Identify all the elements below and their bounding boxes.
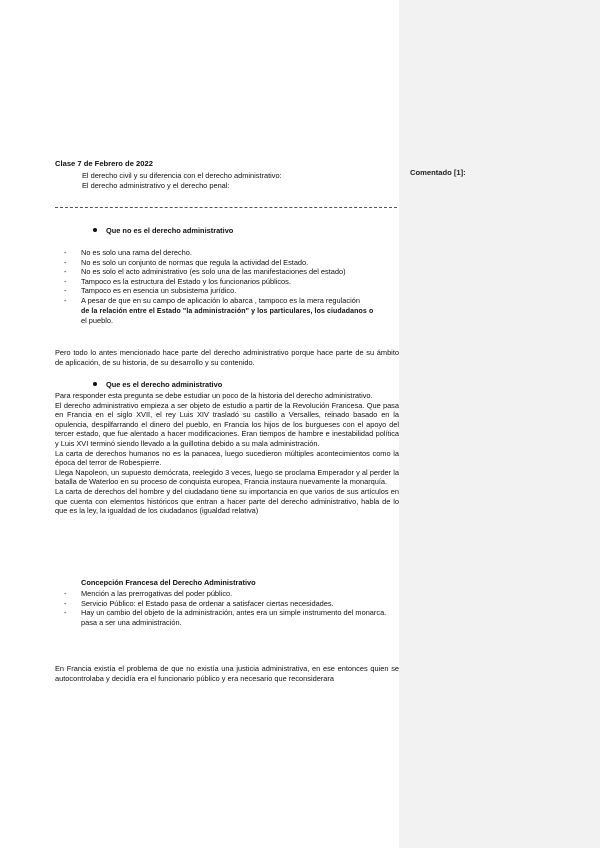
paragraph: Llega Napoleon, un supuesto demócrata, reelegido 3 veces, luego se proclama Emperador y al perder la batalla de Waterloo en su proceso de conquista europea, Francia instaura nuevamente la monarquía. — [55, 467, 399, 487]
doc-title: Clase 7 de Febrero de 2022 — [55, 159, 153, 168]
final-paragraph: En Francia existía el problema de que no existía una justicia administrativa, en ese entonces quien se autocontrolaba y decidía era el funcionario público y era necesario que reconsiderara — [55, 664, 399, 683]
paragraph: El derecho administrativo empieza a ser objeto de estudio a partir de la Revolución Francesa. Que pasa en Francia en el siglo XVII, el rey Luis XIV trasladó su castillo a Versalles, reinado basado en la opulencia, despilfarrando el dinero del pueblo, en Francia los hijos de los burgueses con el apoyo del tercer estado, que fue alentado a hacer modificaciones. Eran tiempos de hambre e inestabilidad política y Luis XVI terminó siendo llevado a la guillotina debido a su mala administración. — [55, 400, 399, 448]
list-item: - Servicio Público: el Estado pasa de ordenar a satisfacer ciertas necesidades. — [55, 599, 399, 609]
list-item: - No es solo una rama del derecho. — [55, 248, 399, 258]
comment-margin-pane — [399, 0, 600, 848]
section1-closing: Pero todo lo antes mencionado hace parte del derecho administrativo porque hace parte de su ámbito de aplicación, de su historia, de su desarrollo y su contenido. — [55, 348, 399, 367]
bullet-icon — [93, 228, 97, 232]
comment-label[interactable]: Comentado [1]: — [410, 168, 466, 177]
list-item: - Tampoco es en esencia un subsistema jurídico. — [55, 286, 399, 296]
section3-list — [55, 589, 399, 627]
list-item: - No es solo un conjunto de normas que regula la actividad del Estado. — [55, 258, 399, 268]
separator-line — [55, 207, 397, 208]
section1-heading: Que no es el derecho administrativo — [93, 226, 233, 236]
intro-line-1: El derecho civil y su diferencia con el derecho administrativo: — [82, 171, 282, 180]
paragraph: La carta de derechos humanos no es la panacea, luego sucedieron múltiples acontecimientos como la época del terror de Robespierre. — [55, 448, 399, 468]
bullet-icon — [93, 382, 97, 386]
last-item-line2: de la relación entre el Estado "la administración" y los particulares, los ciudadanos o — [81, 307, 374, 315]
list-item: - Hay un cambio del objeto de la administración, antes era un simple instrumento del monarca. pasa a ser una administración. — [55, 608, 399, 627]
section1-list — [55, 248, 399, 326]
paragraph: Para responder esta pregunta se debe estudiar un poco de la historia del derecho administrativo. — [55, 391, 373, 400]
intro-line-2: El derecho administrativo y el derecho penal: — [82, 181, 230, 190]
last-item-line3: el pueblo. — [81, 316, 114, 326]
list-item: - Mención a las prerrogativas del poder público. — [55, 589, 399, 599]
last-item-line1: A pesar de que en su campo de aplicación lo abarca , tampoco es la mera regulación — [81, 295, 360, 305]
section2-body — [55, 391, 399, 516]
section3-heading: Concepción Francesa del Derecho Administrativo — [81, 578, 256, 587]
list-item: - No es solo el acto administrativo (es solo una de las manifestaciones del estado) — [55, 267, 399, 277]
list-item: - Tampoco es la estructura del Estado y los funcionarios públicos. — [55, 277, 399, 287]
paragraph: La carta de derechos del hombre y del ciudadano tiene su importancia en que varios de sus artículos en que cuenta con elementos históricos que entran a hacer parte del derecho administrativo, habla de lo que es la ley, la igualdad de los ciudadanos (igualdad relativa) — [55, 486, 399, 516]
list-item — [55, 296, 399, 326]
section2-heading: Que es el derecho administrativo — [93, 380, 222, 390]
